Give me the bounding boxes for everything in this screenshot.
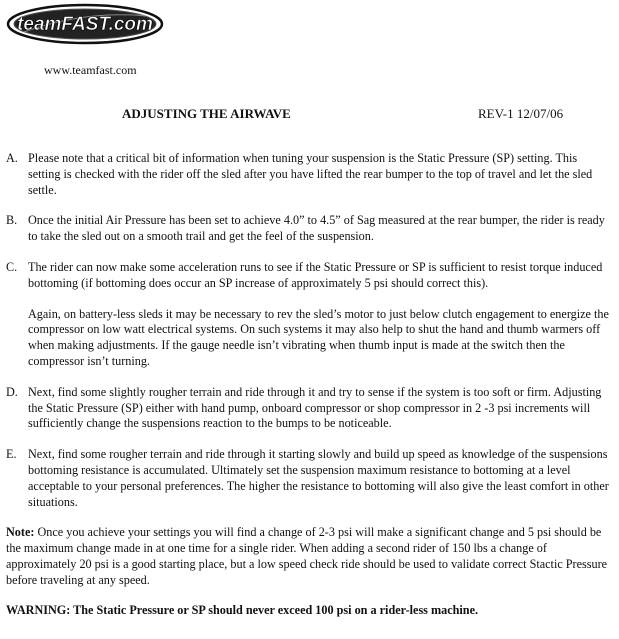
revision-date: REV-1 12/07/06 <box>478 106 564 121</box>
note-paragraph <box>6 525 612 588</box>
document-body <box>6 151 612 618</box>
section-letter: D. <box>6 384 18 399</box>
warning-text: WARNING: The Static Pressure or SP should never exceed 100 psi on a rider-less machine. <box>6 602 479 617</box>
note-text: Once you achieve your settings you will find a change of 2-3 psi will make a significant change and 5 psi should be the maximum change made in at one time for a single rider. When adding a second rider of 150 lbs a change of approximately 20 psi is a good starting place, but a low speed check ride should be used to validate correct Stactic Pressure before traveling at any speed. <box>6 525 608 587</box>
section-letter: A. <box>6 151 18 165</box>
website-url: www.teamfast.com <box>44 63 137 77</box>
section-c <box>6 260 612 292</box>
battery-paragraph: Again, on battery-less sleds it may be necessary to rev the sled’s motor to just below clutch engagement to energize the compressor on low watt electrical systems. On such systems it may also help to shut the hand and thumb warmers off when making adjustments. If the gauge needle isn’t vibrating when thumb input is made at the switch then the compressor isn’t turning. <box>28 306 609 368</box>
note-label: Note: <box>6 525 35 540</box>
teamfast-logo <box>6 2 164 46</box>
section-letter: E. <box>6 447 17 462</box>
section-b <box>6 213 612 245</box>
document-title: ADJUSTING THE AIRWAVE <box>122 106 291 121</box>
section-text: Next, find some rougher terrain and ride through it starting slowly and build up speed as knowledge of the suspensions bottoming resistance is accumulated. Ultimately set the suspension maximum resistance to bottoming at a level acceptable to your personal preferences. The higher the resistance to bottoming will also give the least comfort in other situations. <box>28 447 609 509</box>
section-text: Once the initial Air Pressure has been set to achieve 4.0” to 4.5” of Sag measured at the rear bumper, the rider is ready to take the sled out on a smooth trail and get the feel of the suspension. <box>28 213 605 244</box>
section-text: Next, find some slightly rougher terrain and ride through it and try to sense if the system is too soft or firm. Adjusting the Static Pressure (SP) either with hand pump, onboard compressor or shop compressor in 2 -3 psi increments will sufficiently change the suspensions reaction to the bumps to be noticeable. <box>28 384 602 431</box>
section-text: Please note that a critical bit of information when tuning your suspension is the Static Pressure (SP) setting. This setting is checked with the rider off the sled after you have lifted the rear bumper to the top of travel and let the sled settle. <box>28 151 593 197</box>
section-a <box>6 151 612 198</box>
section-text: The rider can now make some acceleration runs to see if the Static Pressure or SP is sufficient to resist torque induced bottoming (if bottoming does occur an SP increase of approximately 5 psi should correct this). <box>28 259 603 290</box>
section-d <box>6 385 612 432</box>
section-letter: C. <box>6 259 18 274</box>
logo-graphic <box>6 2 164 46</box>
section-e <box>6 447 612 510</box>
section-letter: B. <box>6 213 18 228</box>
logo-text: teamFAST.com <box>17 14 153 35</box>
